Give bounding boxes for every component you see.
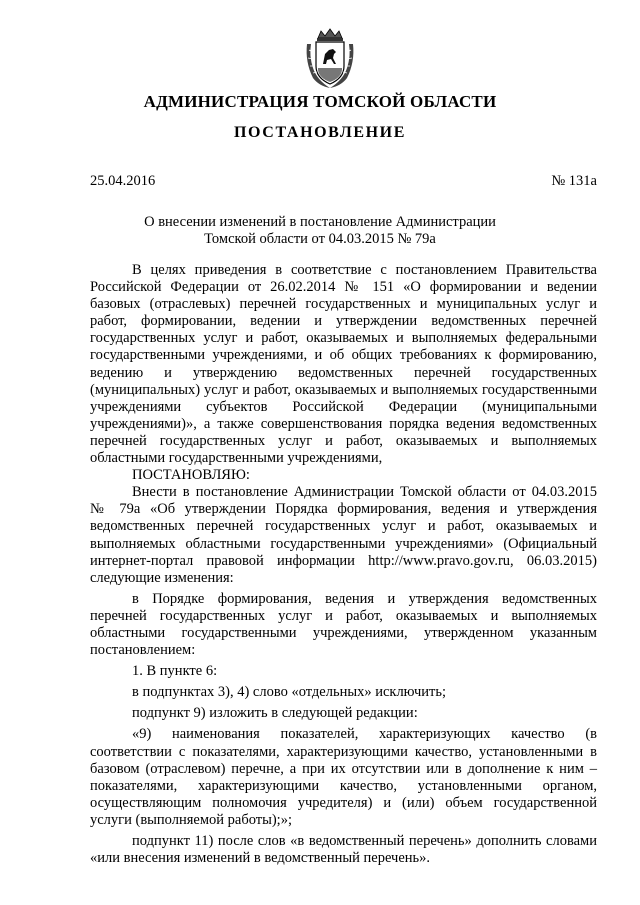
body-paragraph: подпункт 11) после слов «в ведомственный перечень» дополнить словами «или внесения изменений в ведомственный перечень».	[90, 833, 597, 867]
document-date: 25.04.2016	[90, 173, 156, 189]
document-subject	[0, 214, 640, 248]
resolution-keyword: ПОСТАНОВЛЯЮ:	[132, 467, 250, 484]
document-body	[90, 262, 597, 867]
body-paragraph: «9) наименования показателей, характеризующих качество (в соответствии с показателями, характеризующими качество, установленными в базовом (отраслевом) перечне, а при их отсутствии или в дополнение к ним – показателями, характеризующими качество, установленными органом, осуществляющим полномочия учредителя) и (или) объем государственной услуги (выполняемой работы);»;	[90, 726, 597, 828]
organization-title: АДМИНИСТРАЦИЯ ТОМСКОЙ ОБЛАСТИ	[143, 92, 497, 111]
body-paragraph: подпункт 9) изложить в следующей редакции:	[132, 705, 418, 722]
subject-line: О внесении изменений в постановление Администрации	[144, 214, 496, 230]
preamble-paragraph: В целях приведения в соответствие с постановлением Правительства Российской Федерации от 26.02.2014 № 151 «О формировании и ведении базовых (отраслевых) перечней государственных и муниципальных услуг и работ, формировании, ведении и утверждении ведомственных перечней государственных услуг и работ, оказываемых и выполняемых федеральными государственными учреждениями, и об общих требованиях к формированию, ведению и утверждению ведомственных перечней государственных (муниципальных) услуг и работ, оказываемых и выполняемых государственными учреждениями субъектов Российской Федерации (муниципальными учреждениями)», а также совершенствования порядка ведения ведомственных перечней государственных услуг и работ, оказываемых и выполняемых областными государственными учреждениями,	[90, 262, 597, 467]
body-paragraph: в подпунктах 3), 4) слово «отдельных» исключить;	[132, 684, 446, 701]
document-number: № 131а	[551, 173, 597, 189]
document-type: ПОСТАНОВЛЕНИЕ	[234, 124, 406, 141]
body-paragraph: Внести в постановление Администрации Томской области от 04.03.2015 № 79а «Об утверждении Порядка формирования, ведения и утверждения ведомственных перечней государственных услуг и работ, оказываемых и выполняемых областными государственными учреждениями» (Официальный интернет-портал правовой информации http://www.pravo.gov.ru, 06.03.2015) следующие изменения:	[90, 484, 597, 586]
body-paragraph: в Порядке формирования, ведения и утверждения ведомственных перечней государственных услуг и работ, оказываемых и выполняемых областными государственными учреждениями, утвержденном указанным постановлением:	[90, 590, 597, 659]
tomsk-coat-of-arms-icon	[303, 28, 357, 90]
subject-line: Томской области от 04.03.2015 № 79а	[204, 231, 436, 247]
body-paragraph: 1. В пункте 6:	[132, 663, 218, 680]
